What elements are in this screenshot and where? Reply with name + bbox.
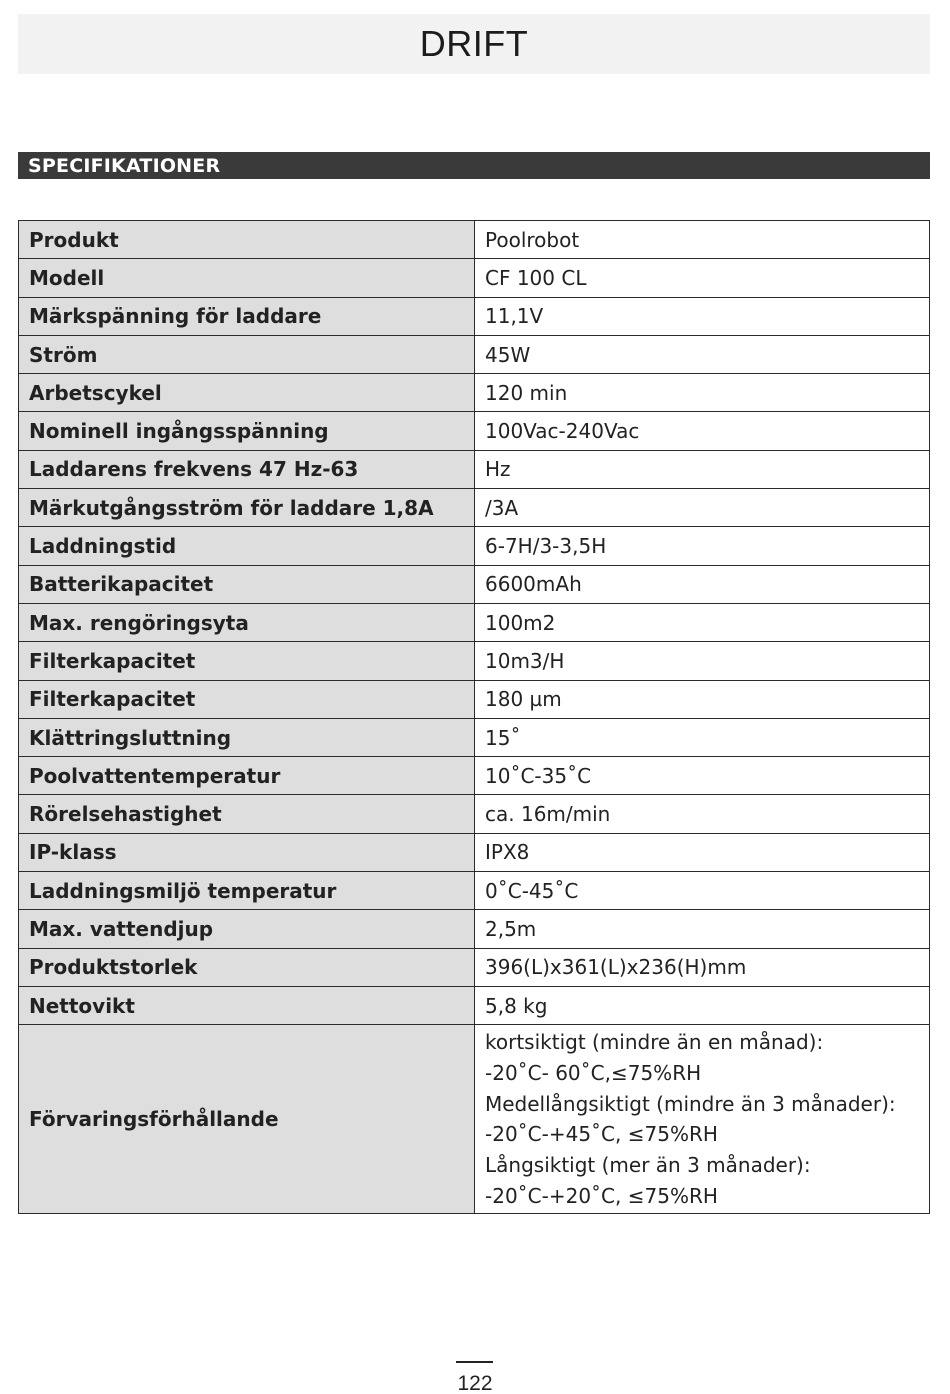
spec-label: Rörelsehastighet xyxy=(19,795,475,833)
spec-label: Filterkapacitet xyxy=(19,642,475,680)
spec-value: 15˚ xyxy=(475,718,930,756)
spec-label: Laddarens frekvens 47 Hz-63 xyxy=(19,450,475,488)
spec-label: Batterikapacitet xyxy=(19,565,475,603)
specifications-table xyxy=(18,220,930,1214)
spec-value: 45W xyxy=(475,335,930,373)
spec-label: Filterkapacitet xyxy=(19,680,475,718)
spec-row xyxy=(19,718,930,756)
spec-value: 6-7H/3-3,5H xyxy=(475,527,930,565)
spec-value: IPX8 xyxy=(475,833,930,871)
spec-label: Poolvattentemperatur xyxy=(19,757,475,795)
spec-value: 10m3/H xyxy=(475,642,930,680)
spec-label: Produkt xyxy=(19,221,475,259)
spec-value: 396(L)x361(L)x236(H)mm xyxy=(475,948,930,986)
spec-row xyxy=(19,412,930,450)
spec-row xyxy=(19,527,930,565)
spec-label: Märkutgångsström för laddare 1,8A xyxy=(19,489,475,527)
spec-value: 100m2 xyxy=(475,603,930,641)
spec-label: Klättringsluttning xyxy=(19,718,475,756)
spec-label: Märkspänning för laddare xyxy=(19,297,475,335)
spec-label: Max. vattendjup xyxy=(19,910,475,948)
spec-row xyxy=(19,910,930,948)
storage-line: Långsiktigt (mer än 3 månader): xyxy=(485,1153,811,1178)
spec-value-storage xyxy=(475,1025,930,1214)
spec-row xyxy=(19,795,930,833)
storage-line: -20˚C-+45˚C, ≤75%RH xyxy=(485,1122,718,1147)
spec-value: Hz xyxy=(475,450,930,488)
spec-row xyxy=(19,297,930,335)
spec-row xyxy=(19,986,930,1024)
spec-row xyxy=(19,221,930,259)
specifications-table-body xyxy=(19,221,930,1214)
spec-value: 11,1V xyxy=(475,297,930,335)
storage-line: Medellångsiktigt (mindre än 3 månader): xyxy=(485,1091,896,1116)
spec-row xyxy=(19,948,930,986)
spec-label-storage: Förvaringsförhållande xyxy=(19,1025,475,1214)
spec-label: Max. rengöringsyta xyxy=(19,603,475,641)
spec-row xyxy=(19,872,930,910)
page-number: 122 xyxy=(457,1372,493,1394)
spec-value: 180 µm xyxy=(475,680,930,718)
footer-divider xyxy=(456,1361,493,1363)
spec-label: Nettovikt xyxy=(19,986,475,1024)
section-title: SPECIFIKATIONER xyxy=(28,154,221,177)
spec-value: 120 min xyxy=(475,374,930,412)
spec-value: Poolrobot xyxy=(475,221,930,259)
spec-label: Modell xyxy=(19,259,475,297)
spec-label: Laddningstid xyxy=(19,527,475,565)
spec-value: 2,5m xyxy=(475,910,930,948)
spec-value: 5,8 kg xyxy=(475,986,930,1024)
section-header-bar xyxy=(18,152,930,179)
spec-label: Nominell ingångsspänning xyxy=(19,412,475,450)
spec-row xyxy=(19,335,930,373)
spec-label: IP-klass xyxy=(19,833,475,871)
header-band xyxy=(18,14,930,74)
spec-value: 10˚C-35˚C xyxy=(475,757,930,795)
spec-row xyxy=(19,450,930,488)
spec-row xyxy=(19,259,930,297)
spec-value: 0˚C-45˚C xyxy=(475,872,930,910)
storage-line: kortsiktigt (mindre än en månad): xyxy=(485,1030,824,1055)
spec-row xyxy=(19,757,930,795)
spec-row xyxy=(19,489,930,527)
spec-label: Produktstorlek xyxy=(19,948,475,986)
storage-line: -20˚C- 60˚C,≤75%RH xyxy=(485,1060,702,1085)
spec-label: Ström xyxy=(19,335,475,373)
spec-label: Arbetscykel xyxy=(19,374,475,412)
spec-row xyxy=(19,374,930,412)
spec-row xyxy=(19,565,930,603)
spec-row xyxy=(19,833,930,871)
spec-value: 100Vac-240Vac xyxy=(475,412,930,450)
spec-value: 6600mAh xyxy=(475,565,930,603)
spec-row xyxy=(19,680,930,718)
spec-row xyxy=(19,642,930,680)
spec-row-storage xyxy=(19,1025,930,1214)
storage-line: -20˚C-+20˚C, ≤75%RH xyxy=(485,1183,718,1208)
spec-value: CF 100 CL xyxy=(475,259,930,297)
page-title: DRIFT xyxy=(419,23,529,64)
spec-label: Laddningsmiljö temperatur xyxy=(19,872,475,910)
spec-row xyxy=(19,603,930,641)
spec-value: /3A xyxy=(475,489,930,527)
spec-value: ca. 16m/min xyxy=(475,795,930,833)
